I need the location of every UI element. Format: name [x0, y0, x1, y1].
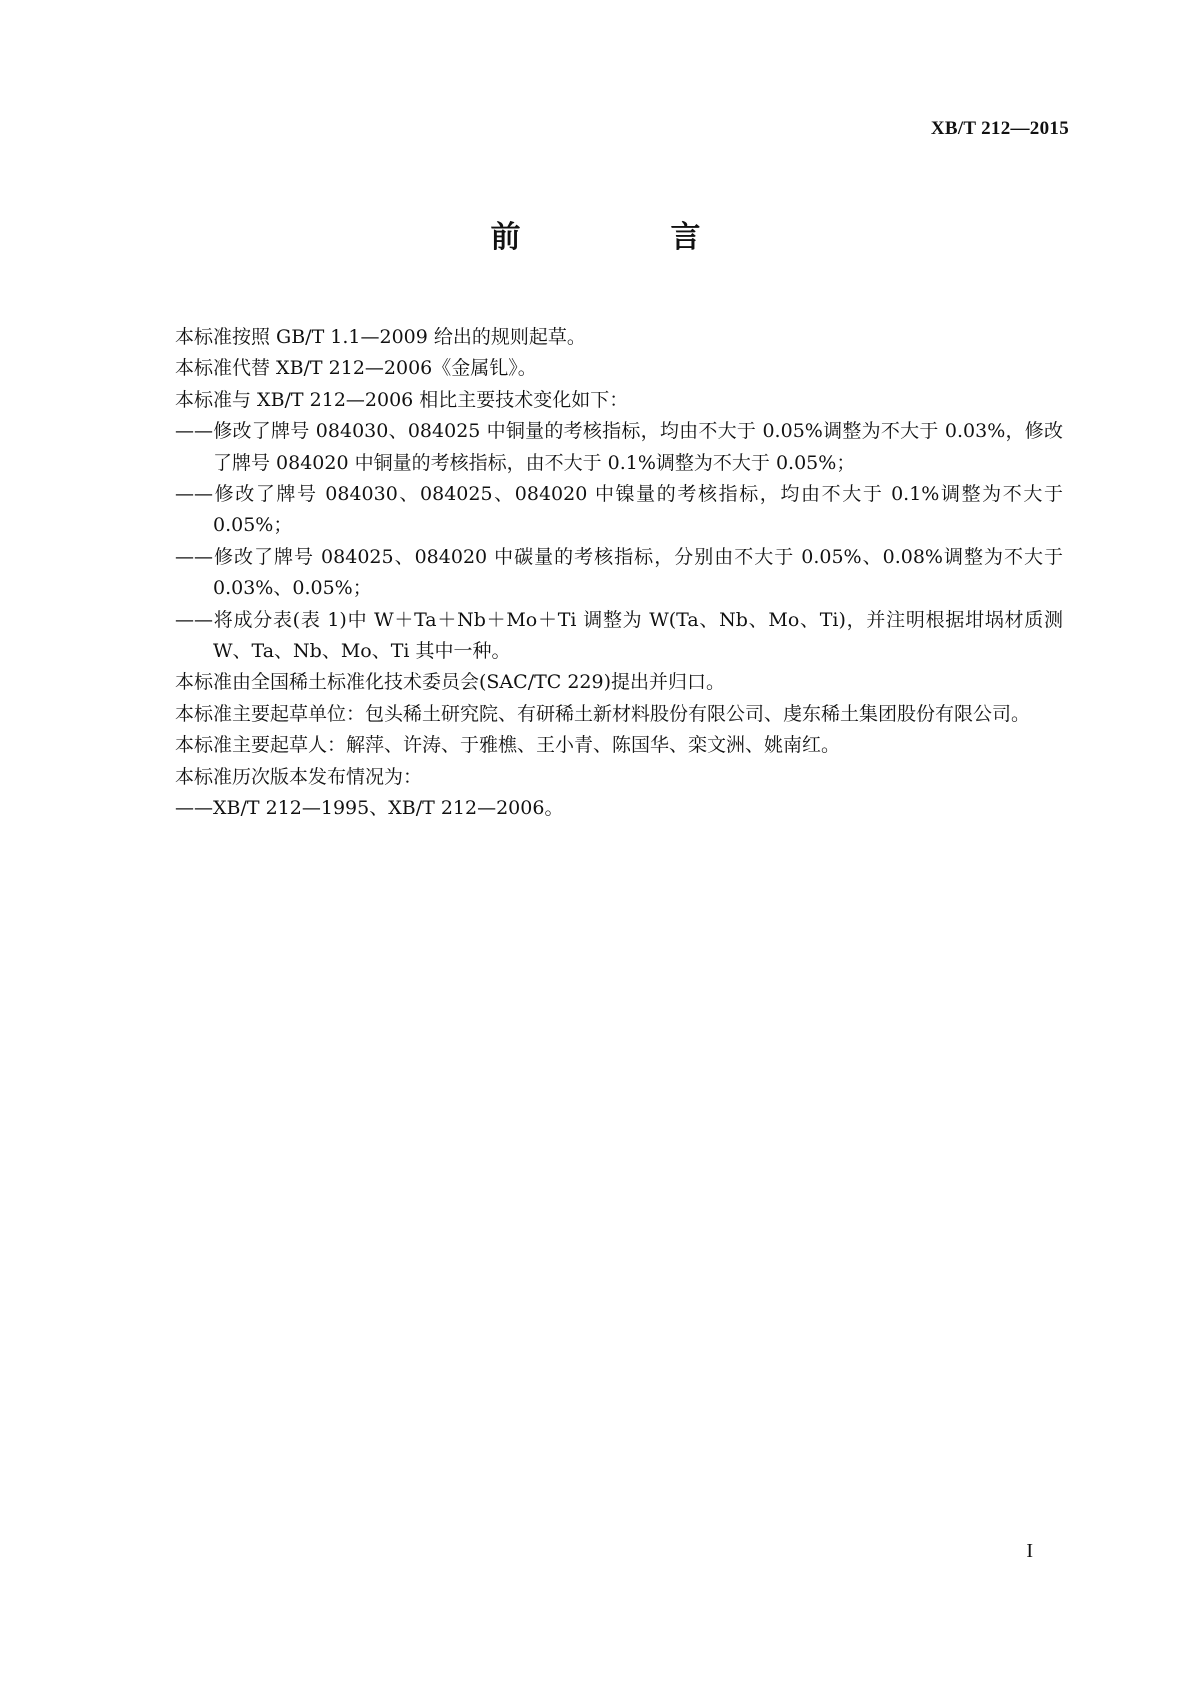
change-item-carbon: ——修改了牌号 084025、084020 中碳量的考核指标，分别由不大于 0.05%、0.08%调整为不大于 0.03%、0.05%；	[175, 545, 1063, 600]
paragraph-drafting-units: 本标准主要起草单位：包头稀土研究院、有研稀土新材料股份有限公司、虔东稀土集团股份有限公司。	[175, 702, 1031, 725]
change-item-copper: ——修改了牌号 084030、084025 中铜量的考核指标，均由不大于 0.05%调整为不大于 0.03%，修改了牌号 084020 中铜量的考核指标，由不大于 0.1%调整为不大于 0.05%；	[175, 420, 1063, 474]
paragraph-history-intro: 本标准历次版本发布情况为：	[175, 765, 423, 788]
paragraph-proposed-by: 本标准由全国稀土标准化技术委员会(SAC/TC 229)提出并归口。	[175, 671, 726, 694]
history-item: ——XB/T 212—1995、XB/T 212—2006。	[175, 797, 564, 820]
standard-code: XB/T 212—2015	[930, 118, 1069, 139]
change-item-composition-table: ——将成分表(表 1)中 W＋Ta＋Nb＋Mo＋Ti 调整为 W(Ta、Nb、Mo、Ti)，并注明根据坩埚材质测 W、Ta、Nb、Mo、Ti 其中一种。	[175, 608, 1063, 663]
paragraph-drafters: 本标准主要起草人：解萍、许涛、于雅樵、王小青、陈国华、栾文洲、姚南红。	[175, 734, 841, 757]
paragraph-changes-intro: 本标准与 XB/T 212—2006 相比主要技术变化如下：	[175, 388, 629, 411]
page-number: I	[1026, 1540, 1033, 1562]
change-item-nickel: ——修改了牌号 084030、084025、084020 中镍量的考核指标，均由不大于 0.1%调整为不大于 0.05%；	[175, 483, 1063, 537]
paragraph-replaces: 本标准代替 XB/T 212—2006《金属钆》。	[175, 357, 537, 380]
page-title: 前 言	[490, 220, 761, 255]
paragraph-drafting-rules: 本标准按照 GB/T 1.1—2009 给出的规则起草。	[175, 326, 586, 348]
foreword-body	[137, 322, 1063, 825]
